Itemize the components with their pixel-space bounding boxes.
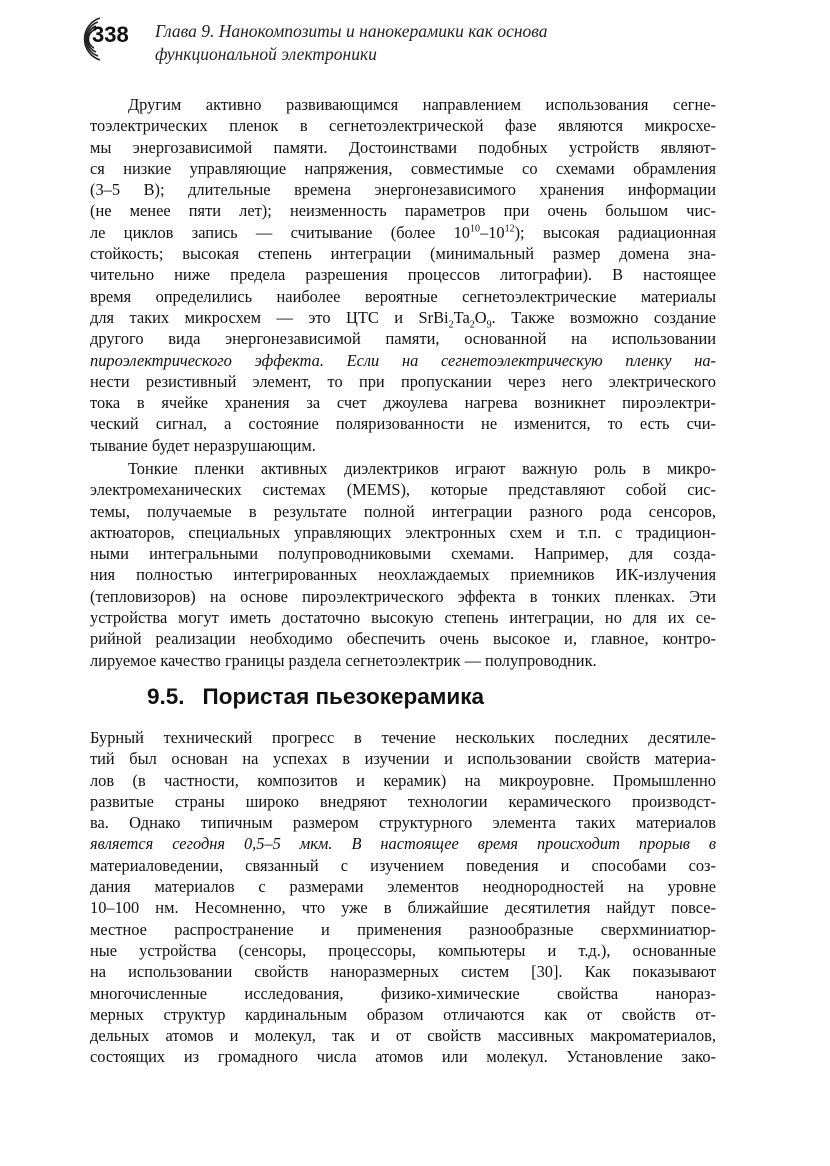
- text-line: (не менее пяти лет); неизменность параметров при очень большом чис-: [90, 201, 716, 221]
- text-fragment: ); высокая радиационная: [514, 222, 716, 242]
- superscript: 10: [470, 223, 480, 235]
- text-line: нести резистивный элемент, то при пропускании через него электрического: [90, 371, 716, 391]
- paragraph-mems: [90, 458, 716, 671]
- text-line: на использовании свойств наноразмерных систем [30]. Как показывают: [90, 962, 716, 982]
- text-fragment: . Также возможно создание: [491, 307, 716, 327]
- text-line: пироэлектрического эффекта. Если на сегнетоэлектрическую пленку на-: [90, 350, 716, 370]
- text-line: [90, 222, 716, 243]
- text-line: стойкость; высокая степень интеграции (минимальный размер домена зна-: [90, 244, 716, 264]
- text-line: многочисленные исследования, физико-химические свойства нанораз-: [90, 983, 716, 1003]
- text-line: дания материалов с размерами элементов неоднородностей на уровне: [90, 877, 716, 897]
- text-line: ва. Однако типичным размером структурного элемента таких материалов: [90, 813, 716, 833]
- text-line: чительно ниже предела разрешения процессов литографии). В настоящее: [90, 265, 716, 285]
- text-line: устройства могут иметь достаточно высокую степень интеграции, но для их се-: [90, 608, 716, 628]
- subscript: 2: [448, 319, 454, 329]
- text-line: темы, получаемые в результате полной интеграции разного рода сенсоров,: [90, 501, 716, 521]
- text-line: лов (в частности, композитов и керамик) на микроуровне. Промышленно: [90, 770, 716, 790]
- text-line: время определились наиболее вероятные сегнетоэлектрические материалы: [90, 286, 716, 306]
- text-line: ческий сигнал, а состояние поляризованности не изменится, то есть счи-: [90, 414, 716, 434]
- running-header: [70, 14, 770, 74]
- section-number: 9.5.: [147, 684, 185, 709]
- paragraph-memory: [90, 94, 716, 456]
- text-line: тий был основан на успехах в изучении и использовании свойств материа-: [90, 749, 716, 769]
- text-fragment: Ta: [453, 307, 470, 327]
- section-title: Пористая пьезокерамика: [202, 684, 485, 709]
- text-line: другого вида энергонезависимой памяти, основанной на использовании: [90, 329, 716, 349]
- text-fragment: O: [474, 307, 487, 327]
- text-line: Тонкие пленки активных диэлектриков играют важную роль в микро-: [128, 459, 716, 478]
- text-line: ния полностью интегрированных неохлаждаемых приемников ИК-излучения: [90, 565, 716, 585]
- text-line: лируемое качество границы раздела сегнетоэлектрик — полупроводник.: [90, 650, 597, 670]
- page-number: 338: [92, 22, 129, 47]
- subscript: 2: [469, 319, 475, 329]
- text-line: тока в ячейке хранения за счет джоулева нагрева возникнет пироэлектри-: [90, 393, 716, 413]
- text-line: рийной реализации необходимо обеспечить очень высокое и, главное, контро-: [90, 629, 716, 649]
- text-line: (3–5 В); длительные времена энергонезависимого хранения информации: [90, 180, 716, 200]
- text-fragment: –10: [480, 222, 505, 242]
- section-heading: [147, 684, 667, 710]
- text-line: ными интегральными полупроводниковыми схемами. Например, для созда-: [90, 544, 716, 564]
- text-line: Бурный технический прогресс в течение нескольких последних десятиле-: [90, 728, 716, 747]
- text-line: является сегодня 0,5–5 мкм. В настоящее время происходит прорыв в: [90, 834, 716, 854]
- text-line: тывание будет неразрушающим.: [90, 435, 316, 455]
- chapter-title-line: Глава 9. Нанокомпозиты и нанокерамики как основа: [155, 21, 548, 41]
- text-line: местное распространение и применения разнообразные сверхминиатюр-: [90, 919, 716, 939]
- text-line: актюаторов, специальных управляющих электронных схем и т.п. с традицион-: [90, 522, 716, 542]
- text-fragment: ле циклов запись — считывание (более 10: [90, 222, 470, 242]
- paragraph-porous: [90, 727, 716, 1068]
- text-line: развитые страны широко внедряют технологии керамического производст-: [90, 791, 716, 811]
- text-line: [90, 307, 716, 328]
- page-number-badge: [70, 14, 140, 64]
- text-line: дельных атомов и молекул, так и от свойств массивных макроматериалов,: [90, 1026, 716, 1046]
- text-line: мы энергозависимой памяти. Достоинствами подобных устройств являют-: [90, 137, 716, 157]
- text-line: тоэлектрических пленок в сегнетоэлектрической фазе являются микросхе-: [90, 116, 716, 136]
- text-line: мерных структур кардинальным образом отличаются как от свойств от-: [90, 1004, 716, 1024]
- subscript: 9: [486, 319, 492, 329]
- text-fragment: для таких микросхем — это ЦТС и SrBi: [90, 307, 449, 327]
- text-line: 10–100 нм. Несомненно, что уже в ближайшие десятилетия найдут повсе-: [90, 898, 716, 918]
- text-line: электромеханических системах (MEMS), которые представляют собой сис-: [90, 480, 716, 500]
- text-line: состоящих из громадного числа атомов или молекул. Установление зако-: [90, 1047, 716, 1067]
- chapter-title-line: функциональной электроники: [155, 44, 377, 64]
- text-line: Другим активно развивающимся направлением использования сегне-: [128, 95, 716, 114]
- text-line: ные устройства (сенсоры, процессоры, компьютеры и т.д.), основанные: [90, 940, 716, 960]
- text-line: (тепловизоров) на основе пироэлектрического эффекта в тонких пленках. Эти: [90, 586, 716, 606]
- chapter-title: [155, 20, 675, 66]
- text-line: материаловедении, связанный с изучением поведения и способами соз-: [90, 855, 716, 875]
- superscript: 12: [504, 223, 515, 235]
- text-line: ся низкие управляющие напряжения, совместимые со схемами обрамления: [90, 158, 716, 178]
